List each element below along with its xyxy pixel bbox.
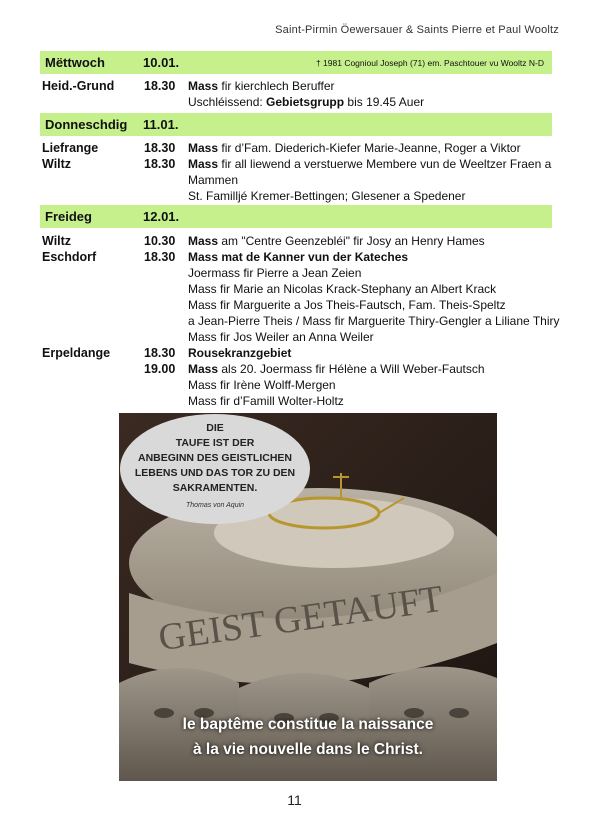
row-text — [188, 265, 552, 281]
quote-line: TAUFE IST DER — [175, 437, 255, 449]
row-bold: Mass — [188, 157, 219, 171]
quote-bubble — [120, 414, 310, 524]
day-date: 11.01. — [143, 117, 179, 132]
row-detail: fir d’Fam. Diederich-Kiefer Marie-Jeanne, Roger a Viktor — [218, 141, 521, 155]
row-detail: Mass fir Marguerite a Jos Theis-Fautsch, Fam. Theis-Speltz — [188, 298, 506, 312]
schedule-row — [42, 361, 552, 377]
row-detail: Mass fir Irène Wolff-Mergen — [188, 378, 336, 392]
schedule-row — [42, 188, 552, 204]
schedule-row — [42, 393, 552, 409]
row-prefix: Uschléissend: — [188, 95, 267, 109]
schedule-row — [42, 345, 552, 361]
schedule-row — [42, 172, 552, 188]
row-text — [188, 377, 552, 393]
row-bold: Mass — [188, 79, 219, 93]
row-detail: bis 19.45 Auer — [344, 95, 425, 109]
row-time: 18.30 — [144, 157, 176, 171]
photo-caption-line: le baptême constitue la naissance — [182, 716, 434, 733]
row-text — [188, 329, 552, 345]
row-text — [188, 361, 552, 377]
schedule-friday — [42, 233, 560, 409]
row-place: Wiltz — [42, 234, 72, 248]
day-name: Mëttwoch — [45, 55, 105, 70]
photo-caption-line: à la vie nouvelle dans le Christ. — [192, 741, 423, 758]
row-detail: fir all liewend a verstuerwe Membere vun de Weeltzer Fraen a — [218, 157, 552, 171]
row-detail: Joermass fir Pierre a Jean Zeien — [188, 266, 362, 280]
row-text — [188, 188, 552, 204]
row-place: Heid.-Grund — [42, 79, 115, 93]
row-time: 19.00 — [144, 362, 176, 376]
schedule-row — [42, 249, 552, 265]
schedule-row — [42, 297, 552, 313]
row-detail: a Jean-Pierre Theis / Mass fir Marguerite Thiry-Gengler a Liliane Thiry — [188, 314, 560, 328]
row-text — [188, 172, 552, 188]
row-detail: St. Familljé Kremer-Bettingen; Glesener a Spedener — [188, 189, 466, 203]
day-bar-wednesday — [40, 51, 552, 74]
schedule-row — [42, 156, 552, 172]
row-detail: Mass fir Jos Weiler an Anna Weiler — [188, 330, 374, 344]
row-time: 18.30 — [144, 79, 176, 93]
row-time: 18.30 — [144, 250, 176, 264]
row-detail: am "Centre Geenzebléi" fir Josy an Henry Hames — [218, 234, 485, 248]
quote-line: SAKRAMENTEN. — [172, 482, 258, 494]
day-bar-thursday — [40, 113, 552, 136]
row-text — [188, 249, 552, 265]
row-detail: Mass fir Marie an Nicolas Krack-Stephany an Albert Krack — [188, 282, 497, 296]
row-bold: Mass — [188, 234, 219, 248]
row-place: Eschdorf — [42, 250, 97, 264]
row-time: 10.30 — [144, 234, 176, 248]
schedule-row — [42, 78, 552, 94]
row-detail: als 20. Joermass fir Hélène a Will Weber-Fautsch — [218, 362, 485, 376]
row-text — [188, 78, 552, 94]
row-detail: fir kierchlech Beruffer — [218, 79, 335, 93]
row-text — [188, 393, 552, 409]
schedule-thursday — [42, 140, 552, 204]
row-text — [188, 297, 552, 313]
day-date: 10.01. — [143, 55, 180, 70]
row-text — [188, 233, 552, 249]
schedule-row — [42, 329, 552, 345]
schedule-row — [42, 281, 552, 297]
day-note: † 1981 Cognioul Joseph (71) em. Paschtouer vu Wooltz N-D — [315, 58, 544, 68]
row-place: Erpeldange — [42, 346, 111, 360]
schedule-row — [42, 140, 552, 156]
row-bold: Rousekranzgebiet — [188, 346, 292, 360]
schedule-row — [42, 377, 552, 393]
font-inscription: GEIST GETAUFT — [155, 577, 446, 660]
quote-line: DIE — [206, 422, 224, 434]
row-bold: Mass — [188, 141, 219, 155]
row-bold: Gebietsgrupp — [266, 95, 345, 109]
row-text — [188, 345, 552, 361]
schedule-row — [42, 313, 560, 329]
page-number: 11 — [287, 792, 302, 808]
row-time: 18.30 — [144, 346, 176, 360]
row-text — [188, 156, 552, 172]
row-bold: Mass mat de Kanner vun der Kateches — [188, 250, 409, 264]
quote-line: LEBENS UND DAS TOR ZU DEN — [134, 467, 296, 479]
schedule-row — [42, 265, 552, 281]
schedule-row — [42, 94, 552, 110]
row-text — [188, 94, 552, 110]
row-detail: Mass fir d’Famill Wolter-Holtz — [188, 394, 344, 408]
day-name: Freideg — [45, 209, 92, 224]
row-text — [188, 281, 552, 297]
quote-line: ANBEGINN DES GEISTLICHEN — [137, 452, 292, 464]
row-bold: Mass — [188, 362, 219, 376]
row-text — [188, 313, 560, 329]
day-date: 12.01. — [143, 209, 180, 224]
day-bar-friday — [40, 205, 552, 228]
row-place: Wiltz — [42, 157, 72, 171]
row-text — [188, 140, 552, 156]
page-header: Saint-Pirmin Öewersauer & Saints Pierre et Paul Wooltz — [275, 24, 559, 36]
schedule-wednesday — [42, 78, 552, 110]
schedule-row — [42, 233, 552, 249]
row-detail: Mammen — [188, 173, 239, 187]
quote-author: Thomas von Aquin — [185, 502, 245, 509]
row-time: 18.30 — [144, 141, 176, 155]
row-place: Liefrange — [42, 141, 99, 155]
day-name: Donneschdig — [45, 117, 128, 132]
